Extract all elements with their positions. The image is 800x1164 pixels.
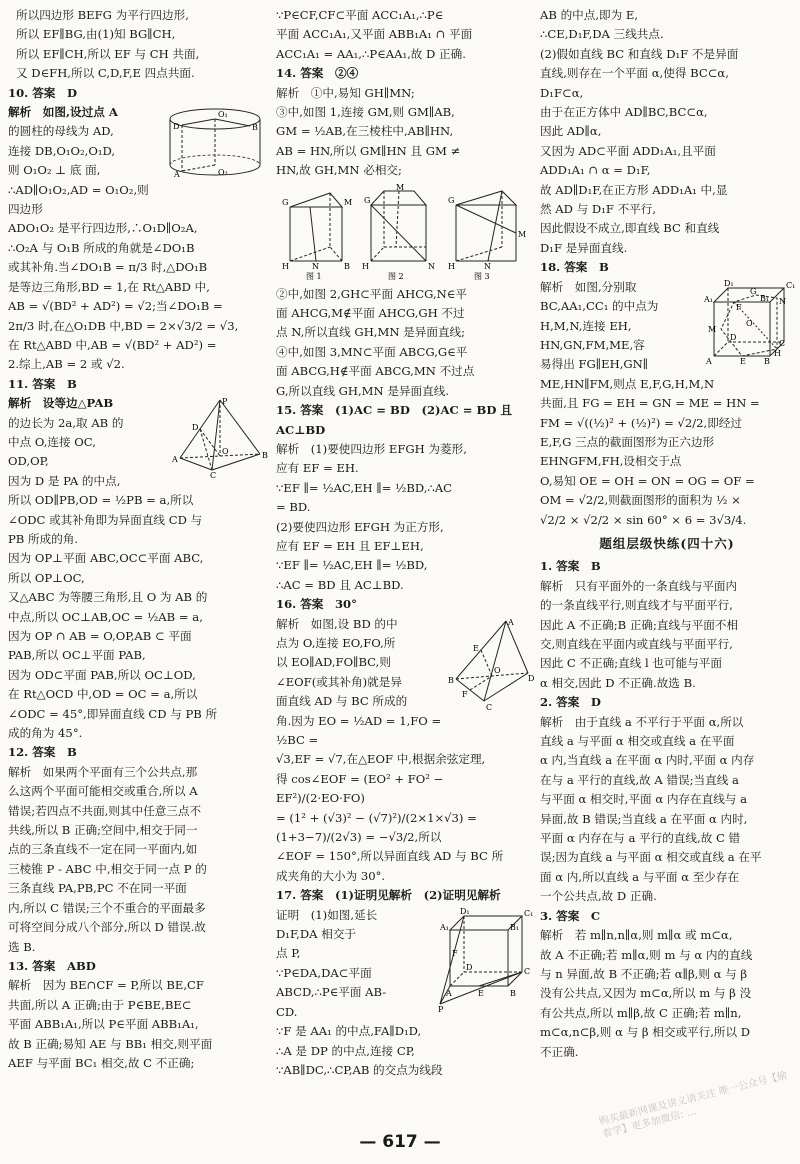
text-line: 角.因为 EO = ½AD = 1,FO = ½BC = xyxy=(276,713,442,747)
svg-text:P: P xyxy=(438,1004,444,1014)
pyramid-figure xyxy=(172,396,270,481)
text-line: D₁F 是异面直线. xyxy=(540,240,628,255)
text-line: ∵EF ∥= ½AC,EH ∥= ½BD, xyxy=(276,558,428,573)
cube-figure-18 xyxy=(704,280,794,366)
text-line: ∴CE,D₁F,DA 三线共点. xyxy=(540,27,664,42)
text-line: 所以 EF∥CH,所以 EF 与 CH 共面, xyxy=(16,46,200,61)
text-line: ∵F 是 AA₁ 的中点,FA∥D₁D, xyxy=(276,1024,422,1039)
page-number: — 617 — xyxy=(359,1132,441,1152)
svg-text:C: C xyxy=(210,471,217,481)
text-line: ∠EOF = 150°,所以异面直线 AD 与 BC 所 xyxy=(276,849,504,864)
q15-answer: 15. 答案 (1)AC = BD (2)AC = BD 且 xyxy=(276,403,513,418)
text-line: α 内,当直线 a 在平面 α 内时,平面 α 内存 xyxy=(540,753,755,768)
text-line: CD. xyxy=(276,1004,298,1019)
svg-text:D: D xyxy=(173,122,180,132)
svg-text:E: E xyxy=(478,988,484,998)
text-line: ∵P∈CF,CF⊂平面 ACC₁A₁,∴P∈ xyxy=(276,8,444,22)
svg-text:N: N xyxy=(428,261,435,271)
text-line: α 相交,因此 D 不正确.故选 B. xyxy=(540,675,696,690)
svg-text:图 3: 图 3 xyxy=(474,271,490,281)
text-line: ∠ODC 或其补角即为异面直线 CD 与 xyxy=(8,512,203,527)
svg-text:A: A xyxy=(446,988,452,998)
text-line: 因为 OP ∩ AB = O,OP,AB ⊂ 平面 xyxy=(8,629,192,643)
text-line: 异面,故 B 错误;当直线 a 在平面 α 内时, xyxy=(540,811,748,826)
text-line: 面 α 内,所以直线 a 与平面 α 至少存在 xyxy=(540,869,740,884)
text-line: 在与 a 平行的直线,故 A 错误;当直线 a xyxy=(540,772,739,787)
text-line: AC⊥BD xyxy=(276,422,326,437)
text-line: H,M,N,连接 EH, xyxy=(540,318,632,333)
text-line: 点 N,所以直线 GH,MN 是异面直线; xyxy=(276,325,466,340)
svg-text:H: H xyxy=(448,261,455,271)
text-line: 所以 OD∥PB,OD = ½PB = a,所以 xyxy=(8,493,194,508)
svg-text:B₁: B₁ xyxy=(760,293,770,303)
text-line: AB = HN,所以 GM∥HN 且 GM ≠ xyxy=(276,143,461,158)
text-line: 平面 ABB₁A₁,所以 P∈平面 ABB₁A₁, xyxy=(8,1017,199,1032)
q12-answer: 12. 答案 B xyxy=(8,745,77,760)
watermark: 购买最新网课及讲义请关注 唯一公众号【偷着学】更多加微信: ... xyxy=(598,1070,789,1141)
svg-text:D: D xyxy=(466,962,473,972)
q16-answer: 16. 答案 30° xyxy=(276,597,357,612)
text-line: 所以 OP⊥OC, xyxy=(8,570,85,585)
text-line: ③中,如图 1,连接 GM,则 GM∥AB, xyxy=(276,105,455,120)
text-line: 应有 EF = EH 且 EF⊥EH, xyxy=(276,538,424,553)
text-line: 解析 因为 BE∩CF = P,所以 BE,CF xyxy=(8,978,204,993)
text-line: 故 A 不正确;若 m∥α,则 m 与 α 内的直线 xyxy=(540,947,753,962)
q13-answer: 13. 答案 ABD xyxy=(8,958,96,973)
text-line: ∵EF ∥= ½AC,EH ∥= ½BD,∴AC xyxy=(276,480,453,495)
text-line: 中点,所以 OC⊥AB,OC = ½AB = a, xyxy=(8,609,203,624)
text-line: 解析 (1)要使四边形 EFGH 为菱形, xyxy=(276,441,467,456)
svg-text:O: O xyxy=(222,447,229,457)
text-line: (2)假如直线 BC 和直线 D₁F 不是异面 xyxy=(540,46,739,61)
svg-text:B: B xyxy=(764,356,770,366)
tetrahedron-figure xyxy=(448,617,534,713)
text-line: 应有 EF = EH. xyxy=(276,461,359,476)
svg-text:A: A xyxy=(174,170,180,180)
text-line: 的一条直线平行,则直线才与平面平行, xyxy=(540,598,733,613)
q11-answer: 11. 答案 B xyxy=(8,376,77,391)
text-line: 所以 EF∥BG,由(1)知 BG∥CH, xyxy=(16,27,176,42)
text-line: 得 cos∠EOF = (EO² + FO² − EF²)/(2·EO·FO) xyxy=(276,771,444,806)
svg-text:图 2: 图 2 xyxy=(388,271,404,281)
text-line: 直线,则存在一个平面 α,使得 BC⊂α, xyxy=(540,66,729,81)
text-line: 共线,所以 B 正确;空间中,相交于同一 xyxy=(8,823,198,838)
svg-text:A: A xyxy=(706,356,712,366)
text-line: 然 AD 与 D₁F 不平行, xyxy=(540,202,657,217)
text-line: ∵AB∥DC,∴CP,AB 的交点为线段 xyxy=(276,1062,443,1077)
text-line: 点的三条直线不一定在同一平面内,如 xyxy=(8,842,198,857)
svg-text:D: D xyxy=(192,423,199,433)
text-line: G,所以直线 GH,MN 是异面直线. xyxy=(276,383,450,398)
text-line: ADD₁A₁ ∩ α = D₁F, xyxy=(540,163,651,178)
text-line: 成的角为 45°. xyxy=(8,726,83,741)
text-line: 共面,且 FG = EH = GN = ME = HN = xyxy=(540,396,760,411)
text-line: ∴A 是 DP 的中点,连接 CP, xyxy=(276,1043,415,1058)
text-line: PAB,所以 OC⊥平面 PAB, xyxy=(8,648,146,663)
text-line: 因此 C 不正确;直线 l 也可能与平面 xyxy=(540,656,722,671)
column-left xyxy=(8,6,270,1073)
text-line: 或其补角.当∠DO₁B = π/3 时,△DO₁B xyxy=(8,260,208,275)
svg-text:O: O xyxy=(746,318,753,328)
svg-text:P: P xyxy=(222,397,228,407)
text-line: 不正确. xyxy=(540,1044,579,1059)
text-line: 直线 a 与平面 α 相交或直线 a 在平面 xyxy=(540,734,735,749)
svg-text:E: E xyxy=(473,643,479,653)
text-line: ∵P∈DA,DA⊂平面 xyxy=(276,965,372,980)
text-line: 则 O₁O₂ ⊥ 底 面, xyxy=(8,163,101,178)
text-line: ∴O₂A 与 O₁B 所成的角就是∠DO₁B xyxy=(8,240,195,255)
column-right xyxy=(540,6,794,1062)
text-line: 错误;若四点不共面,则其中任意三点不 xyxy=(8,803,202,818)
text-line: GM = ½AB,在三棱柱中,AB∥HN, xyxy=(276,124,454,139)
text-line: D₁F,DA 相交于 xyxy=(276,927,357,942)
svg-text:B: B xyxy=(262,451,268,461)
text-line: 与 n 异面,故 B 不正确;若 α∥β,则 α 与 β xyxy=(540,966,748,981)
text-line: HN,故 GH,MN 必相交; xyxy=(276,163,402,178)
text-line: 故 B 正确;易知 AE 与 BB₁ 相交,则平面 xyxy=(8,1036,213,1051)
text-line: 平面 α 内存在与 a 平行的直线,故 C 错 xyxy=(540,831,741,846)
svg-text:C₁: C₁ xyxy=(786,280,796,290)
text-line: E,F,G 三点的截面图形为正六边形 xyxy=(540,434,715,449)
svg-text:B: B xyxy=(448,675,454,685)
text-line: 有公共点,所以 m∥β,故 C 正确;若 m∥n, xyxy=(540,1005,742,1020)
text-line: 平面 ACC₁A₁,又平面 ABB₁A₁ ∩ 平面 xyxy=(276,27,473,42)
svg-text:D₁: D₁ xyxy=(724,278,734,288)
text-line: 又因为 AD⊂平面 ADD₁A₁,且平面 xyxy=(540,143,716,158)
text-line: 因此假设不成立,即直线 BC 和直线 xyxy=(540,221,720,236)
text-line: 解析 ①中,易知 GH∥MN; xyxy=(276,85,415,100)
new-q2-answer: 2. 答案 D xyxy=(540,695,601,710)
text-line: √2/2 × √2/2 × sin 60° × 6 = 3√3/4. xyxy=(540,512,747,527)
text-line: √3,EF = √7,在△EOF 中,根据余弦定理, xyxy=(276,752,486,767)
text-line: 因此 A 不正确;B 正确;直线与平面不相 xyxy=(540,617,739,632)
text-line: 2π/3 时,在△O₁DB 中,BD = 2×√3/2 = √3, xyxy=(8,318,239,333)
text-line: ∴AD∥O₁O₂,AD = O₁O₂,则四边形 xyxy=(8,182,149,217)
text-line: 解析 只有平面外的一条直线与平面内 xyxy=(540,578,738,593)
text-line: 可将空间分成八个部分,所以 D 错误.故 xyxy=(8,920,206,935)
text-line: 因为 OP⊥平面 ABC,OC⊂平面 ABC, xyxy=(8,551,204,566)
svg-text:M: M xyxy=(344,197,353,207)
svg-text:C₁: C₁ xyxy=(524,908,534,918)
text-line: 三条直线 PA,PB,PC 不在同一平面 xyxy=(8,881,187,896)
q18-answer: 18. 答案 B xyxy=(540,260,609,275)
text-line: ME,HN∥FM,则点 E,F,G,H,M,N xyxy=(540,376,715,391)
text-line: ∠ODC = 45°,即异面直线 CD 与 PB 所 xyxy=(8,706,218,721)
text-line: 解析 如图,设 BD 的中 xyxy=(276,616,398,631)
svg-text:G: G xyxy=(364,195,371,205)
text-line: m⊂α,n⊂β,则 α 与 β 相交或平行,所以 D xyxy=(540,1025,751,1040)
text-line: 在 Rt△ABD 中,AB = √(BD² + AD²) = xyxy=(8,337,217,352)
svg-text:O: O xyxy=(494,665,501,675)
text-line: 因此 AD∥α, xyxy=(540,124,602,139)
text-line: 面 AHCG,M∉平面 AHCG,GH 不过 xyxy=(276,306,465,321)
svg-text:G: G xyxy=(282,197,289,207)
text-line: = BD. xyxy=(276,500,311,515)
text-line: 是等边三角形,BD = 1,在 Rt△ABD 中, xyxy=(8,279,210,294)
new-q3-answer: 3. 答案 C xyxy=(540,908,601,923)
text-line: 面直线 AD 与 BC 所成的 xyxy=(276,694,408,709)
text-line: 误;因为直线 a 与平面 α 相交或直线 a 在平 xyxy=(540,850,762,865)
svg-text:O₁: O₁ xyxy=(218,110,228,120)
svg-text:图 1: 图 1 xyxy=(306,271,322,281)
svg-text:N: N xyxy=(484,261,491,271)
svg-text:B₁: B₁ xyxy=(510,922,520,932)
text-line: 三棱锥 P - ABC 中,相交于同一点 P 的 xyxy=(8,861,207,876)
svg-text:D: D xyxy=(528,673,535,683)
text-line: AB 的中点,即为 E, xyxy=(540,8,639,22)
svg-text:B: B xyxy=(252,123,258,133)
text-line: ④中,如图 3,MN⊂平面 ABCG,G∈平 xyxy=(276,344,468,359)
text-line: 内,所以 C 错误;三个不重合的平面最多 xyxy=(8,900,206,915)
text-line: 证明 (1)如图,延长 xyxy=(276,907,378,922)
text-line: HN,GN,FM,ME,容 xyxy=(540,337,645,352)
text-line: 的圆柱的母线为 AD, xyxy=(8,124,114,139)
section-title: 题组层级快练(四十六) xyxy=(599,535,735,551)
svg-text:C: C xyxy=(524,966,531,976)
text-line: 没有公共点,又因为 m⊂α,所以 m 与 β 没 xyxy=(540,986,752,1001)
svg-text:D₁: D₁ xyxy=(460,906,470,916)
svg-text:C: C xyxy=(779,338,786,348)
text-line: 易得出 FG∥EH,GN∥ xyxy=(540,357,649,372)
q14-answer: 14. 答案 ②④ xyxy=(276,66,359,81)
text-line: ADO₁O₂ 是平行四边形,∴O₁D∥O₂A, xyxy=(8,221,198,236)
text-line: 中点 O,连接 OC, xyxy=(8,434,96,449)
text-line: 解析 若 m∥n,n∥α,则 m∥α 或 m⊂α, xyxy=(540,928,733,943)
svg-text:H: H xyxy=(362,261,369,271)
text-line: ②中,如图 2,GH⊂平面 AHCG,N∈平 xyxy=(276,286,467,301)
column-middle xyxy=(276,6,534,1080)
svg-text:F: F xyxy=(462,689,468,699)
text-line: OM = √2/2,则截面图形的面积为 ½ × xyxy=(540,493,741,508)
text-line: 面 ABCG,H∉平面 ABCG,MN 不过点 xyxy=(276,364,475,379)
svg-text:H: H xyxy=(282,261,289,271)
text-line: 因为 D 是 PA 的中点, xyxy=(8,473,121,488)
svg-text:B: B xyxy=(344,261,350,271)
text-line: 解析 如图,设过点 A xyxy=(8,105,118,120)
text-line: AB = √(BD² + AD²) = √2;当∠DO₁B = xyxy=(8,299,223,314)
text-line: 点为 O,连接 EO,FO,所 xyxy=(276,635,396,650)
svg-text:M: M xyxy=(518,229,527,239)
svg-text:E: E xyxy=(740,356,746,366)
cube-figure-17 xyxy=(438,908,534,1012)
new-q1-answer: 1. 答案 B xyxy=(540,559,601,574)
text-line: 解析 如图,分别取 xyxy=(540,279,637,294)
svg-text:O₂: O₂ xyxy=(218,168,228,178)
text-line: 选 B. xyxy=(8,939,36,954)
text-line: BC,AA₁,CC₁ 的中点为 xyxy=(540,299,659,314)
text-line: 解析 由于直线 a 不平行于平面 α,所以 xyxy=(540,714,744,729)
text-line: 以 EO∥AD,FO∥BC,则 xyxy=(276,655,391,670)
svg-text:M: M xyxy=(396,182,405,192)
svg-text:F: F xyxy=(736,302,742,312)
text-line: 由于在正方体中 AD∥BC,BC⊂α, xyxy=(540,105,708,120)
text-line: EHNGFM,FH,设相交于点 xyxy=(540,454,682,469)
svg-text:D: D xyxy=(730,332,737,342)
text-line: PB 所成的角. xyxy=(8,531,79,546)
text-line: D₁F⊂α, xyxy=(540,85,584,100)
text-line: (2)要使四边形 EFGH 为正方形, xyxy=(276,519,444,534)
text-line: 解析 设等边△PAB xyxy=(8,396,114,411)
text-line: 么这两个平面可能相交或重合,所以 A xyxy=(8,784,198,799)
svg-text:G: G xyxy=(750,286,757,296)
prism-figures xyxy=(276,182,527,281)
text-line: ∠EOF(或其补角)就是异 xyxy=(276,674,402,689)
q17-answer: 17. 答案 (1)证明见解析 (2)证明见解析 xyxy=(276,888,501,903)
text-line: 成夹角的大小为 30°. xyxy=(276,868,386,883)
text-line: 交,则直线在平面内或直线与平面平行, xyxy=(540,637,733,651)
text-line: 的边长为 2a,取 AB 的 xyxy=(8,415,124,430)
svg-text:F: F xyxy=(452,948,458,958)
text-line: 又△ABC 为等腰三角形,且 O 为 AB 的 xyxy=(8,590,208,605)
svg-text:C: C xyxy=(486,702,493,712)
text-line: 点 P, xyxy=(276,946,301,961)
svg-text:A₁: A₁ xyxy=(704,294,713,304)
text-line: AEF 与平面 BC₁ 相交,故 C 不正确; xyxy=(8,1055,195,1070)
text-line: 故 AD∥D₁F,在正方形 ADD₁A₁ 中,显 xyxy=(540,182,728,197)
svg-text:A: A xyxy=(172,455,178,465)
svg-text:M: M xyxy=(708,324,717,334)
text-line: 2.综上,AB = 2 或 √2. xyxy=(8,357,125,372)
q10-answer: 10. 答案 D xyxy=(8,85,78,100)
svg-text:A: A xyxy=(508,617,514,627)
text-line: 共面,所以 A 正确;由于 P∈BE,BE⊂ xyxy=(8,997,192,1012)
text-line: OD,OP, xyxy=(8,454,49,469)
text-line: ACC₁A₁ = AA₁,∴P∈AA₁,故 D 正确. xyxy=(276,46,466,61)
text-line: FM = √((½)² + (½)²) = √2/2,即经过 xyxy=(540,415,742,430)
svg-text:H: H xyxy=(774,348,781,358)
text-line: 在 Rt△OCD 中,OD = OC = a,所以 xyxy=(8,687,198,702)
text-line: ABCD,∴P∈平面 AB- xyxy=(276,985,387,1000)
svg-text:G: G xyxy=(448,195,455,205)
cylinder-figure xyxy=(160,105,270,183)
text-line: 一个公共点,故 D 正确. xyxy=(540,889,657,904)
text-line: 解析 如果两个平面有三个公共点,那 xyxy=(8,764,198,779)
svg-text:N: N xyxy=(779,296,786,306)
svg-text:N: N xyxy=(312,261,319,271)
text-line: = (1² + (√3)² − (√7)²)/(2×1×√3) = (1+3−7)/(2√3) = −√3/2,所以 xyxy=(276,810,477,845)
text-line: O,易知 OE = OH = ON = OG = OF = xyxy=(540,473,755,488)
text-line: 又 D∈FH,所以 C,D,F,E 四点共面. xyxy=(16,66,195,81)
text-line: 所以四边形 BEFG 为平行四边形, xyxy=(16,8,189,22)
svg-text:A₁: A₁ xyxy=(440,922,449,932)
text-line: 与平面 α 相交时,平面 α 内存在直线与 a xyxy=(540,792,747,807)
text-line: 因为 OD⊂平面 PAB,所以 OC⊥OD, xyxy=(8,667,196,682)
text-line: ∴AC = BD 且 AC⊥BD. xyxy=(276,577,404,592)
text-line: 连接 DB,O₁O₂,O₁D, xyxy=(8,143,116,158)
svg-text:B: B xyxy=(510,988,516,998)
